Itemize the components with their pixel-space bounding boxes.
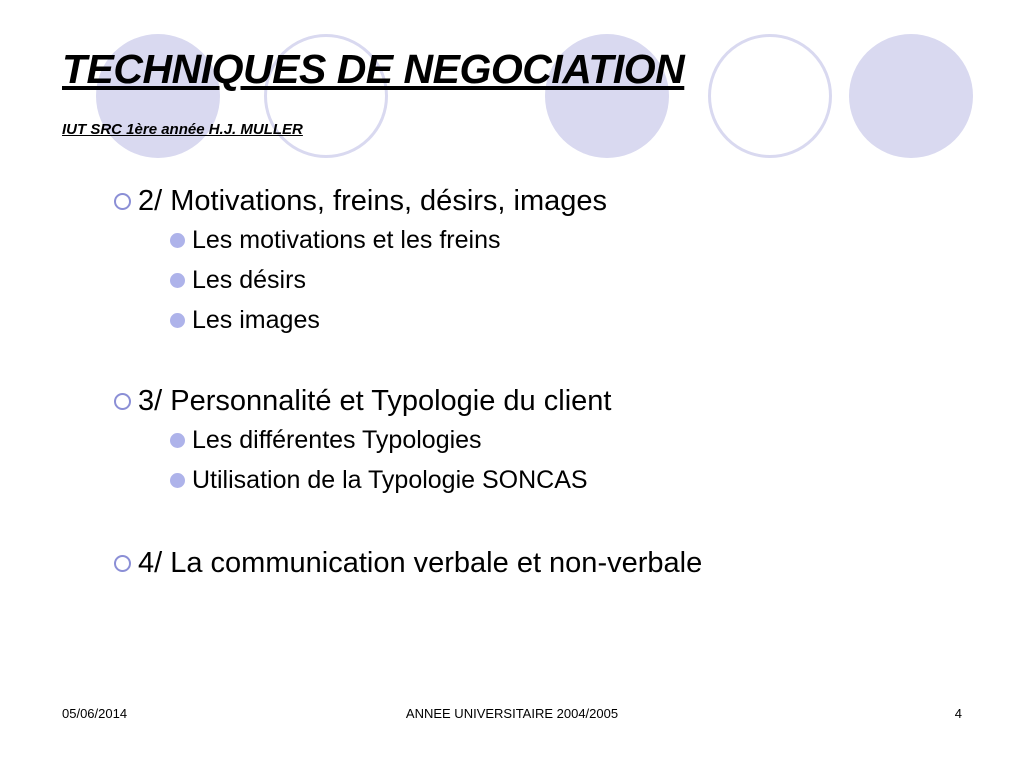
dot-bullet-icon [170,273,185,288]
list-item-label: Utilisation de la Typologie SONCAS [192,465,588,494]
list-item [170,220,994,260]
spacer [114,340,994,382]
decorative-circle-filled [849,34,973,158]
dot-bullet-icon [170,233,185,248]
list-item-label: Les différentes Typologies [192,425,482,454]
section-heading [114,182,994,220]
section-heading [114,544,994,582]
slide-title: TECHNIQUES DE NEGOCIATION [62,46,685,92]
dot-bullet-icon [170,313,185,328]
ring-bullet-icon [114,393,131,410]
section-label: 4/ La communication verbale et non-verbale [138,546,703,579]
list-item [170,420,994,460]
list-item [170,260,994,300]
section-label: 2/ Motivations, freins, désirs, images [138,184,608,217]
decorative-circle-ring [708,34,832,158]
footer-center-text: ANNEE UNIVERSITAIRE 2004/2005 [405,706,619,721]
list-item-label: Les images [192,305,320,334]
list-item-label: Les désirs [192,265,306,294]
spacer [114,500,994,544]
dot-bullet-icon [170,473,185,488]
ring-bullet-icon [114,555,131,572]
list-item-label: Les motivations et les freins [192,225,501,254]
footer-date: 05/06/2014 [62,706,128,721]
dot-bullet-icon [170,433,185,448]
section-label: 3/ Personnalité et Typologie du client [138,384,612,417]
page-number: 4 [954,706,962,721]
list-item [170,300,994,340]
list-item [170,460,994,500]
slide-subtitle: IUT SRC 1ère année H.J. MULLER [62,121,303,138]
section-heading [114,382,994,420]
ring-bullet-icon [114,193,131,210]
slide-content [114,182,994,582]
